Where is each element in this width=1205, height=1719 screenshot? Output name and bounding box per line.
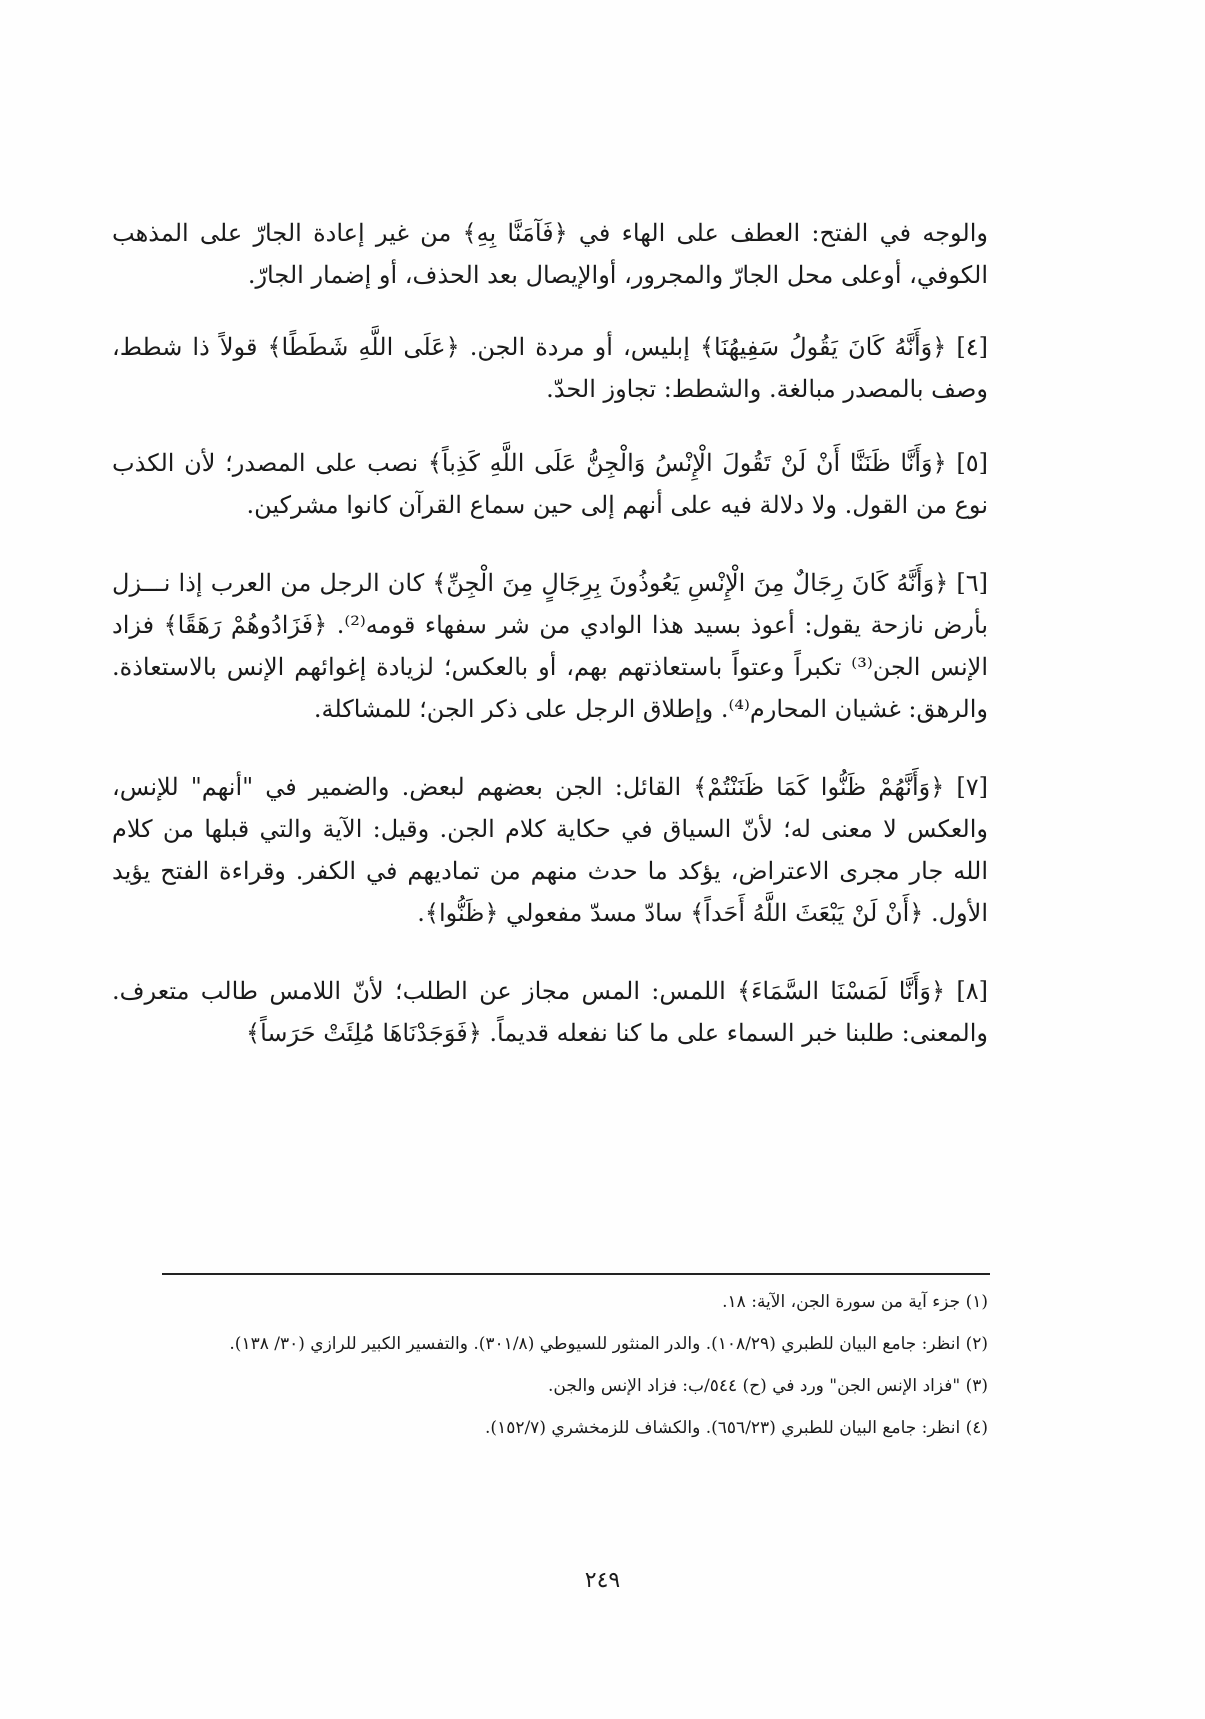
paragraph-verse-7: [٧] ﴿وَأَنَّهُمْ ظَنُّوا كَمَا ظَنَنْتُمْ﴾ القائل: الجن بعضهم لبعض. والضمير في "أنهم" للإنس، والعكس لا معنى له؛ لأنّ السياق في حكاية كلام الجن. وقيل: الآية والتي قبلها من كلام الله جار مجرى الاعتراض، يؤكد ما حدث منهم من تماديهم في الكفر. وقراءة الفتح يؤيد الأول. ﴿أَنْ لَنْ يَبْعَثَ اللَّهُ أَحَداً﴾ سادّ مسدّ مفعولي ﴿ظَنُّوا﴾. xyxy=(112,773,988,927)
main-text xyxy=(112,212,988,1082)
footnote-3: (٣) "فزاد الإنس الجن" ورد في (ح) ٥٤٤/ب: فزاد الإنس والجن. xyxy=(548,1376,988,1396)
footnote-4: (٤) انظر: جامع البيان للطبري (٦٥٦/٢٣). والكشاف للزمخشري (١٥٢/٧). xyxy=(485,1418,988,1438)
footnotes xyxy=(112,1288,988,1456)
paragraph-verse-6: [٦] ﴿وَأَنَّهُ كَانَ رِجَالٌ مِنَ الْإِنْسِ يَعُوذُونَ بِرِجَالٍ مِنَ الْجِنِّ﴾ كان الرجل من العرب إذا نـــزل بأرض نازحة يقول: أعوذ بسيد هذا الوادي من شر سفهاء قومه⁽²⁾. ﴿فَزَادُوهُمْ رَهَقًا﴾ فزاد الإنس الجن⁽³⁾ تكبراً وعتواً باستعاذتهم بهم، أو بالعكس؛ لزيادة إغوائهم الإنس بالاستعاذة. والرهق: غشيان المحارم⁽⁴⁾. وإطلاق الرجل على ذكر الجن؛ للمشاكلة. xyxy=(112,569,989,723)
paragraph-verse-4: [٤] ﴿وَأَنَّهُ كَانَ يَقُولُ سَفِيهُنَا﴾ إبليس، أو مردة الجن. ﴿عَلَى اللَّهِ شَطَطًا﴾ قولاً ذا شطط، وصف بالمصدر مبالغة. والشطط: تجاوز الحدّ. xyxy=(112,333,988,403)
page-number: ٢٤٩ xyxy=(584,1568,621,1593)
footnote-1: (١) جزء آية من سورة الجن، الآية: ١٨. xyxy=(722,1292,988,1312)
paragraph-fath-explanation: والوجه في الفتح: العطف على الهاء في ﴿فَآمَنَّا بِهِ﴾ من غير إعادة الجارّ على المذهب الكوفي، أوعلى محل الجارّ والمجرور، أوالإيصال بعد الحذف، أو إضمار الجارّ. xyxy=(112,219,988,289)
paragraph-verse-5: [٥] ﴿وَأَنَّا ظَنَنَّا أَنْ لَنْ تَقُولَ الْإِنْسُ وَالْجِنُّ عَلَى اللَّهِ كَذِباً﴾ نصب على المصدر؛ لأن الكذب نوع من القول. ولا دلالة فيه على أنهم إلى حين سماع القرآن كانوا مشركين. xyxy=(112,449,988,519)
footnote-divider xyxy=(162,1273,990,1275)
footnote-2: (٢) انظر: جامع البيان للطبري (١٠٨/٢٩). والدر المنثور للسيوطي (٣٠١/٨). والتفسير الكبير للرازي (٣٠/ ١٣٨). xyxy=(229,1334,988,1354)
paragraph-verse-8: [٨] ﴿وَأَنَّا لَمَسْنَا السَّمَاءَ﴾ اللمس: المس مجاز عن الطلب؛ لأنّ اللامس طالب متعرف. والمعنى: طلبنا خبر السماء على ما كنا نفعله قديماً. ﴿فَوَجَدْنَاهَا مُلِئَتْ حَرَساً﴾ xyxy=(112,977,988,1047)
